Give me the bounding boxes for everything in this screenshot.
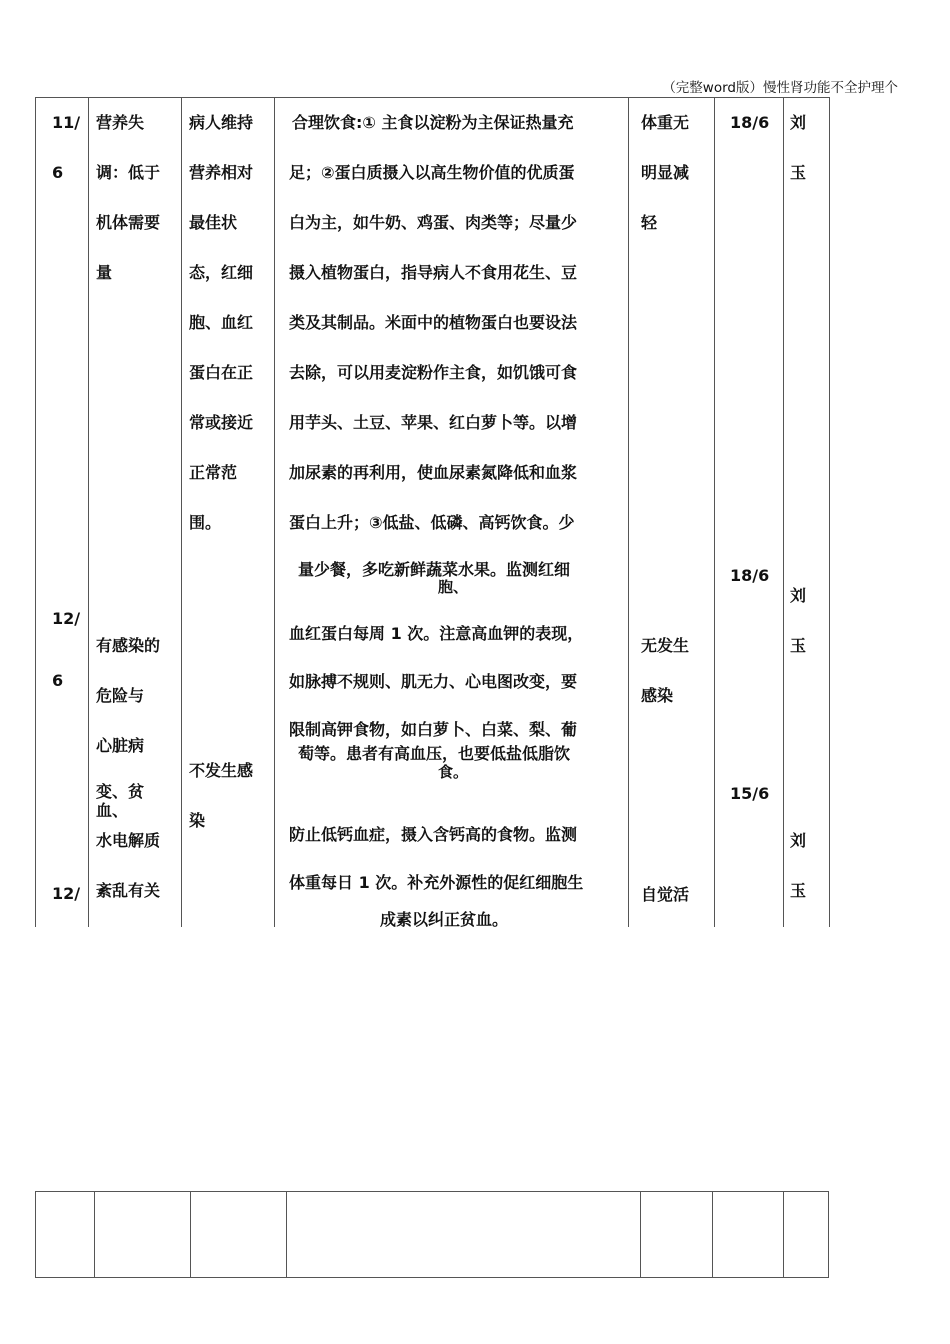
empty-table-col-border	[190, 1191, 191, 1278]
table-col-border	[829, 97, 830, 927]
nurse-signature-cell: 刘 玉	[790, 113, 807, 182]
empty-table	[35, 1191, 829, 1278]
table-col-border	[628, 97, 629, 927]
eval-date-cell: 18/6	[730, 113, 770, 132]
empty-table-col-border	[640, 1191, 641, 1278]
page-header: （完整word版）慢性肾功能不全护理个	[662, 80, 898, 96]
intervention-line: 成素以纠正贫血。	[380, 910, 509, 929]
date-cell: 12/	[52, 884, 81, 903]
empty-table-col-border	[783, 1191, 784, 1278]
eval-date-cell: 18/6	[730, 566, 770, 585]
diagnosis-cell: 营养失 调：低于 机体需要 量	[96, 113, 161, 282]
date-cell: 12/	[52, 609, 81, 628]
evaluation-cell: 无发生 感染	[641, 636, 690, 705]
nurse-signature-cell: 刘 玉	[790, 831, 807, 900]
empty-table-col-border	[712, 1191, 713, 1278]
table-col-border	[714, 97, 715, 927]
table-col-border	[181, 97, 182, 927]
intervention-cell: 血红蛋白每周 1 次。注意高血钾的表现， 如脉搏不规则、肌无力、心电图改变，要 限制高钾食物，如白萝卜、白菜、梨、葡	[289, 624, 584, 739]
intervention-line: 胞、	[438, 578, 469, 596]
intervention-cell: 合理饮食:① 主食以淀粉为主保证热量充 足；②蛋白质摄入以高生物价值的优质蛋 白为主，如牛奶、鸡蛋、肉类等；尽量少 摄入植物蛋白，指导病人不食用花生、豆 类及其制品。米面中的植物蛋白也要设法 去除，可以用麦淀粉作主食，如饥饿可食 用芋头、土豆、苹果、红白萝卜等。以增 加尿素的再利用，使血尿素氮降低和血浆 蛋白上升；③低盐、低磷、高钙饮食。少	[289, 113, 578, 532]
nurse-signature-cell: 刘 玉	[790, 586, 807, 655]
intervention-line: 萄等。患者有高血压，也要低盐低脂饮	[298, 744, 571, 763]
diagnosis-cell: 水电解质 紊乱有关	[96, 831, 161, 900]
date-cell: 6	[52, 671, 64, 690]
diagnosis-cell: 有感染的 危险与 心脏病	[96, 636, 161, 755]
empty-table-col-border	[94, 1191, 95, 1278]
evaluation-cell: 自觉活	[641, 885, 690, 904]
table-col-border	[274, 97, 275, 927]
diagnosis-cell: 变、贫 血、	[96, 782, 145, 820]
intervention-line: 量少餐，多吃新鲜蔬菜水果。监测红细	[298, 560, 571, 579]
intervention-line: 食。	[438, 763, 469, 781]
eval-date-cell: 15/6	[730, 784, 770, 803]
empty-table-col-border	[286, 1191, 287, 1278]
table-col-border	[35, 97, 36, 927]
table-col-border	[783, 97, 784, 927]
goal-cell: 不发生感 染	[189, 761, 254, 830]
evaluation-cell: 体重无 明显减 轻	[641, 113, 690, 232]
table-col-border	[88, 97, 89, 927]
intervention-cell: 防止低钙血症，摄入含钙高的食物。监测 体重每日 1 次。补充外源性的促红细胞生	[289, 825, 584, 892]
goal-cell: 病人维持 营养相对 最佳状 态，红细 胞、血红 蛋白在正 常或接近 正常范 围。	[189, 113, 254, 532]
date-cell: 11/ 6	[52, 113, 81, 182]
